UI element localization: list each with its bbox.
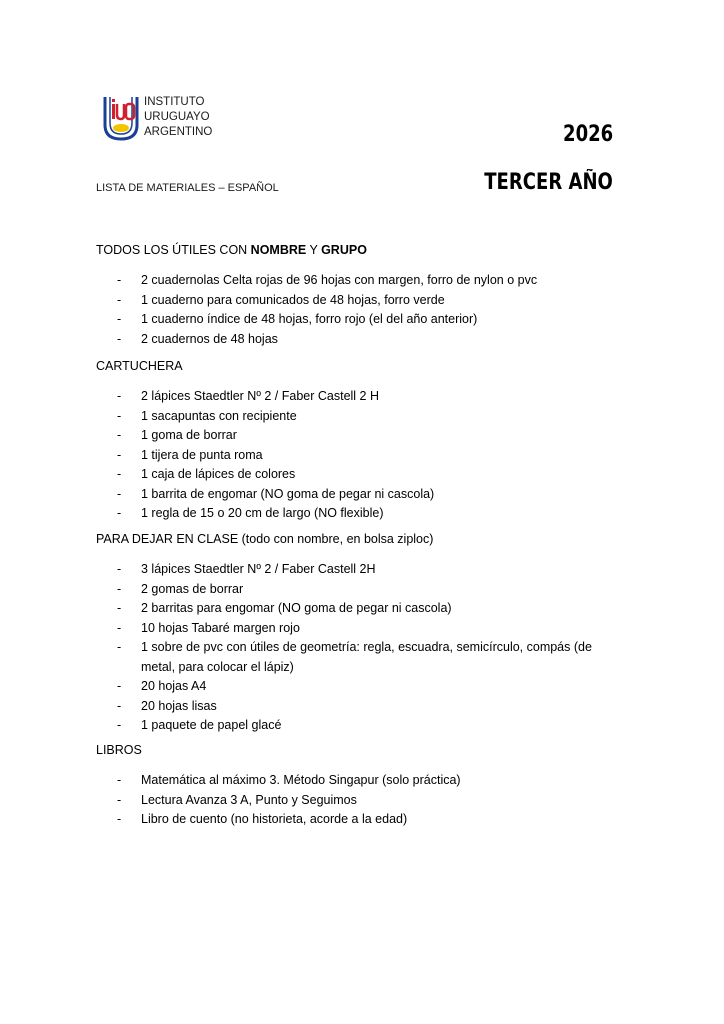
list-item: - 1 sobre de pvc con útiles de geometría: regla, escuadra, semicírculo, compás (de metal, para colocar el lápiz) — [117, 640, 592, 674]
list-item: - 3 lápices Staedtler Nº 2 / Faber Castell 2H — [117, 562, 376, 576]
section-title-clase: PARA DEJAR EN CLASE (todo con nombre, en bolsa ziploc) — [96, 532, 434, 546]
logo-line-2: URUGUAYO — [144, 111, 210, 123]
list-item: - 2 barritas para engomar (NO goma de pegar ni cascola) — [117, 601, 452, 615]
year-heading: 2026 — [562, 122, 613, 147]
list-item: - 1 goma de borrar — [117, 428, 237, 442]
institute-logo — [103, 95, 139, 141]
list-item: - 1 cuaderno para comunicados de 48 hojas, forro verde — [117, 292, 445, 307]
list-item: - 1 caja de lápices de colores — [117, 467, 296, 481]
list-item: - Libro de cuento (no historieta, acorde a la edad) — [117, 812, 408, 826]
grade-heading: TERCER AÑO — [484, 170, 613, 195]
list-item: - 1 barrita de engomar (NO goma de pegar ni cascola) — [117, 486, 435, 501]
list-item: - 10 hojas Tabaré margen rojo — [117, 620, 300, 635]
list-item: - 2 cuadernolas Celta rojas de 96 hojas con margen, forro de nylon o pvc — [117, 273, 538, 287]
list-item: - 20 hojas lisas — [117, 698, 217, 713]
list-item: - 20 hojas A4 — [117, 679, 207, 693]
list-item: - 2 gomas de borrar — [117, 581, 244, 596]
list-item: - 2 cuadernos de 48 hojas — [117, 331, 278, 346]
list-item: - Lectura Avanza 3 A, Punto y Seguimos — [117, 792, 357, 807]
list-item: - 1 paquete de papel glacé — [117, 718, 282, 732]
section-title-cartuchera: CARTUCHERA — [96, 359, 183, 373]
institute-name — [144, 95, 212, 140]
list-subtitle: LISTA DE MATERIALES – ESPAÑOL — [96, 182, 279, 194]
logo-line-1: INSTITUTO — [144, 96, 205, 108]
list-item: - 1 regla de 15 o 20 cm de largo (NO flexible) — [117, 506, 384, 520]
list-item: - 1 cuaderno índice de 48 hojas, forro rojo (el del año anterior) — [117, 312, 478, 326]
list-item: - 2 lápices Staedtler Nº 2 / Faber Castell 2 H — [117, 389, 380, 403]
logo-line-3: ARGENTINO — [144, 126, 213, 138]
list-item: - 1 tijera de punta roma — [117, 447, 263, 462]
list-libros — [0, 771, 724, 830]
list-item: - Matemática al máximo 3. Método Singapur (solo práctica) — [117, 773, 461, 787]
list-utiles — [0, 271, 724, 349]
section-title-libros: LIBROS — [96, 743, 142, 757]
section-title-utiles: TODOS LOS ÚTILES CON NOMBRE Y GRUPO — [96, 243, 367, 257]
list-clase — [0, 560, 724, 736]
list-item: - 1 sacapuntas con recipiente — [117, 408, 297, 423]
list-cartuchera — [0, 387, 724, 524]
